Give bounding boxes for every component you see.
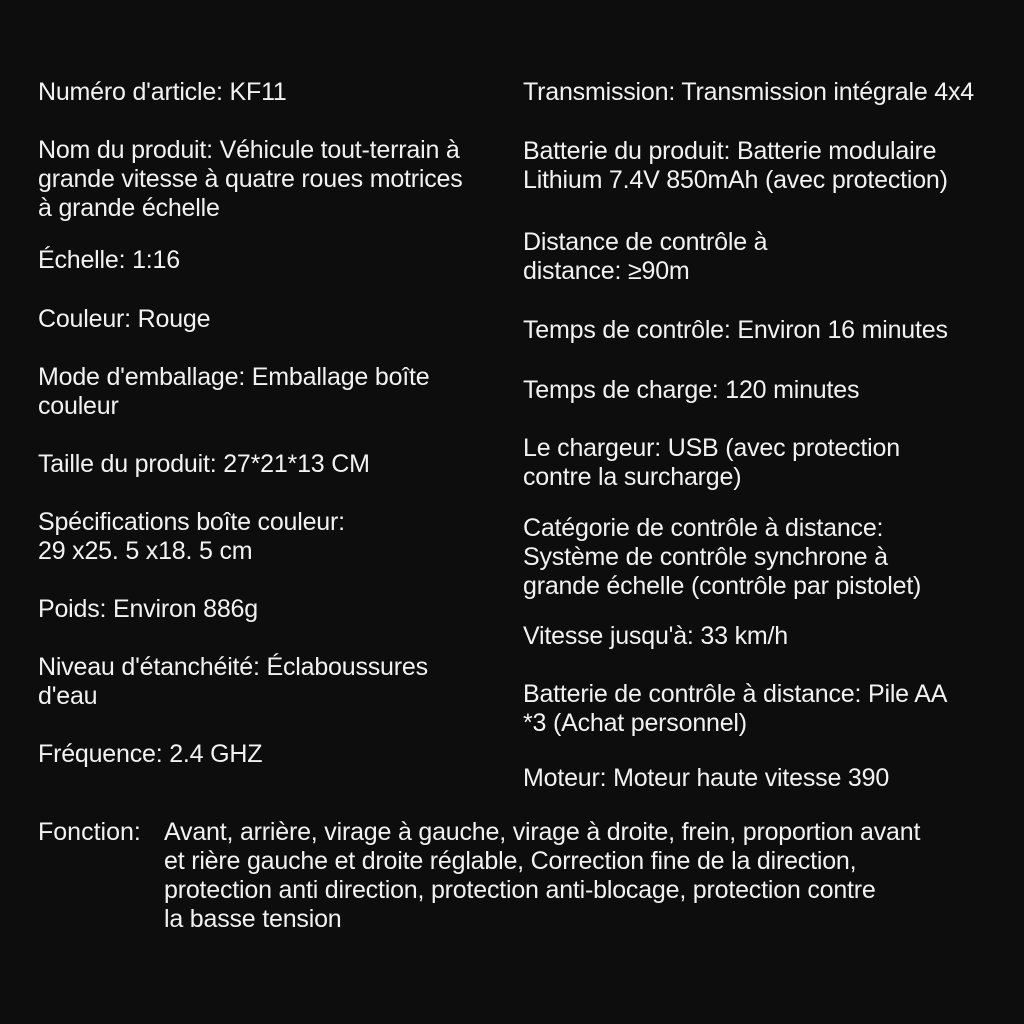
spec-scale: Échelle: 1:16 [38,246,180,274]
spec-waterproof: Niveau d'étanchéité: Éclaboussures d'eau [38,653,428,710]
spec-motor: Moteur: Moteur haute vitesse 390 [523,764,890,792]
spec-product-name: Nom du produit: Véhicule tout-terrain à grande vitesse à quatre roues motrices à grande échelle [38,136,463,222]
spec-color: Couleur: Rouge [38,305,211,333]
spec-weight: Poids: Environ 886g [38,595,258,623]
spec-charge-time: Temps de charge: 120 minutes [523,376,860,404]
spec-frequency: Fréquence: 2.4 GHZ [38,740,263,768]
spec-remote-category: Catégorie de contrôle à distance: Système de contrôle synchrone à grande échelle (contrôle par pistolet) [523,514,922,600]
spec-charger: Le chargeur: USB (avec protection contre la surcharge) [523,434,900,491]
spec-article-number: Numéro d'article: KF11 [38,78,287,106]
spec-transmission: Transmission: Transmission intégrale 4x4 [523,78,974,106]
function-label: Fonction: [38,818,141,846]
spec-battery: Batterie du produit: Batterie modulaire Lithium 7.4V 850mAh (avec protection) [523,137,948,194]
spec-speed: Vitesse jusqu'à: 33 km/h [523,622,788,650]
spec-remote-battery: Batterie de contrôle à distance: Pile AA *3 (Achat personnel) [523,680,948,737]
spec-packaging: Mode d'emballage: Emballage boîte couleur [38,363,430,420]
function-text: Avant, arrière, virage à gauche, virage à droite, frein, proportion avant et rière gauche et droite réglable, Correction fine de la direction, protection anti direction, protection anti-blocage, protection contre la basse tension [164,818,921,933]
spec-product-size: Taille du produit: 27*21*13 CM [38,450,370,478]
spec-control-distance: Distance de contrôle à distance: ≥90m [523,228,768,285]
spec-control-time: Temps de contrôle: Environ 16 minutes [523,316,948,344]
spec-box-size: Spécifications boîte couleur: 29 x25. 5 x18. 5 cm [38,508,345,565]
